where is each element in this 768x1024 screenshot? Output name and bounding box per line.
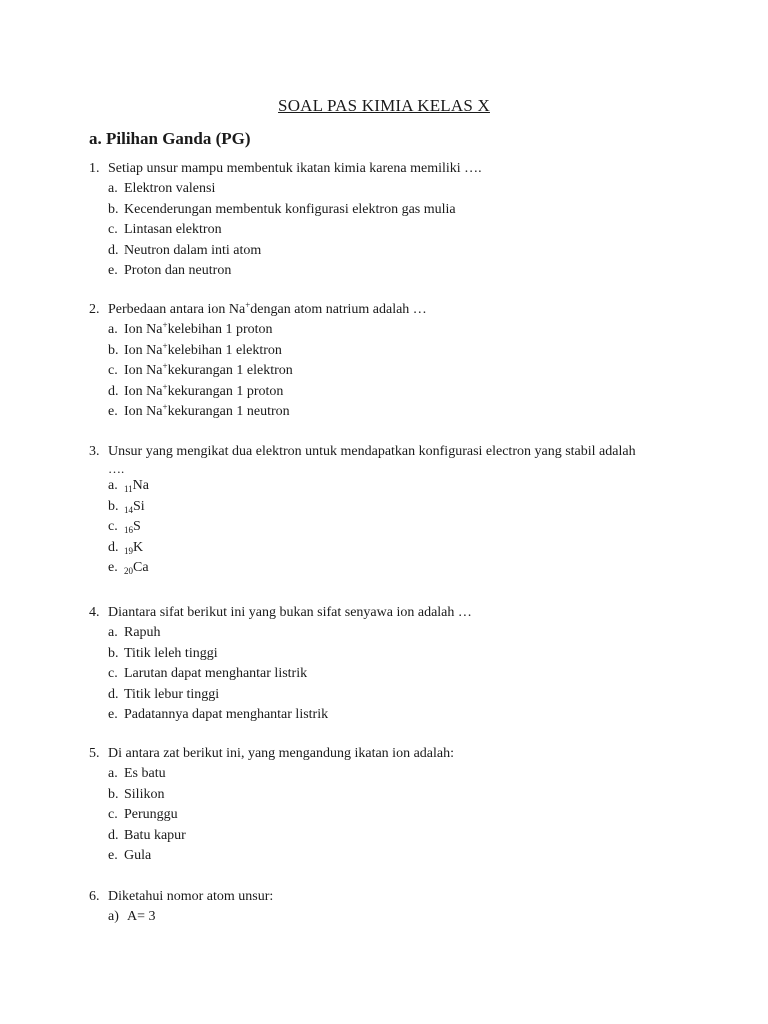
option-b: b. Silikon <box>108 786 165 802</box>
question-2 <box>89 300 689 422</box>
question-stem <box>89 300 689 320</box>
question-number: 6. <box>89 889 100 904</box>
question-number: 2. <box>89 302 100 317</box>
option-e: e. Proton dan neutron <box>108 262 232 278</box>
question-text: Unsur yang mengikat dua elektron untuk mendapatkan konfigurasi electron yang stabil adalah <box>108 444 636 459</box>
question-3 <box>89 442 689 578</box>
question-number: 4. <box>89 605 100 620</box>
option-a: a. Es batu <box>108 766 166 782</box>
question-text: Setiap unsur mampu membentuk ikatan kimia karena memiliki …. <box>108 161 482 176</box>
option-d: d. Ion Na+kekurangan 1 proton <box>108 381 284 399</box>
option-b: b. Titik leleh tinggi <box>108 645 218 661</box>
option-d: d. Batu kapur <box>108 827 186 843</box>
question-text-cont: dengan atom natrium adalah … <box>250 302 427 317</box>
option-b: b. Ion Na+kelebihan 1 elektron <box>108 340 282 358</box>
option-a: a. Elektron valensi <box>108 181 216 197</box>
question-stem <box>89 744 689 764</box>
option-d: d. Neutron dalam inti atom <box>108 242 262 258</box>
question-number: 1. <box>89 161 100 176</box>
option-a: a. Rapuh <box>108 625 161 641</box>
option-d: d. Titik lebur tinggi <box>108 686 220 702</box>
charge-superscript: + <box>245 300 251 310</box>
option-e: e. Padatannya dapat menghantar listrik <box>108 706 329 722</box>
question-text-wrap: …. <box>108 461 125 477</box>
option-a: a) A= 3 <box>108 909 156 925</box>
option-c: c. Larutan dapat menghantar listrik <box>108 666 308 682</box>
option-e: e. Gula <box>108 847 152 863</box>
question-text: Perbedaan antara ion Na <box>108 302 246 317</box>
question-1 <box>89 159 689 281</box>
option-a: a. $_{11}$Na <box>108 478 149 495</box>
document-title: SOAL PAS KIMIA KELAS X <box>278 96 490 115</box>
option-d: d. $_{19}$K <box>108 539 144 556</box>
question-stem <box>89 603 689 623</box>
option-e: e. Ion Na+kekurangan 1 neutron <box>108 401 290 419</box>
question-stem <box>89 159 689 179</box>
question-number: 5. <box>89 746 100 761</box>
question-number: 3. <box>89 444 100 459</box>
section-heading: a. Pilihan Ganda (PG) <box>89 129 251 148</box>
option-c: c. Ion Na+kekurangan 1 elektron <box>108 361 293 379</box>
option-b: b. $_{14}$Si <box>108 498 145 515</box>
question-text: Diantara sifat berikut ini yang bukan sifat senyawa ion adalah … <box>108 605 472 620</box>
question-5 <box>89 744 689 866</box>
option-a: a. Ion Na+kelebihan 1 proton <box>108 320 273 338</box>
question-stem <box>89 887 689 907</box>
question-6 <box>89 887 689 928</box>
option-c: c. $_{16}$S <box>108 519 141 536</box>
question-stem <box>89 442 689 462</box>
question-text: Di antara zat berikut ini, yang mengandung ikatan ion adalah: <box>108 746 454 761</box>
option-c: c. Lintasan elektron <box>108 222 222 238</box>
option-c: c. Perunggu <box>108 807 178 823</box>
option-b: b. Kecenderungan membentuk konfigurasi elektron gas mulia <box>108 201 456 217</box>
question-text: Diketahui nomor atom unsur: <box>108 889 274 904</box>
question-4 <box>89 603 689 725</box>
option-e: e. $_{20}$Ca <box>108 559 149 576</box>
